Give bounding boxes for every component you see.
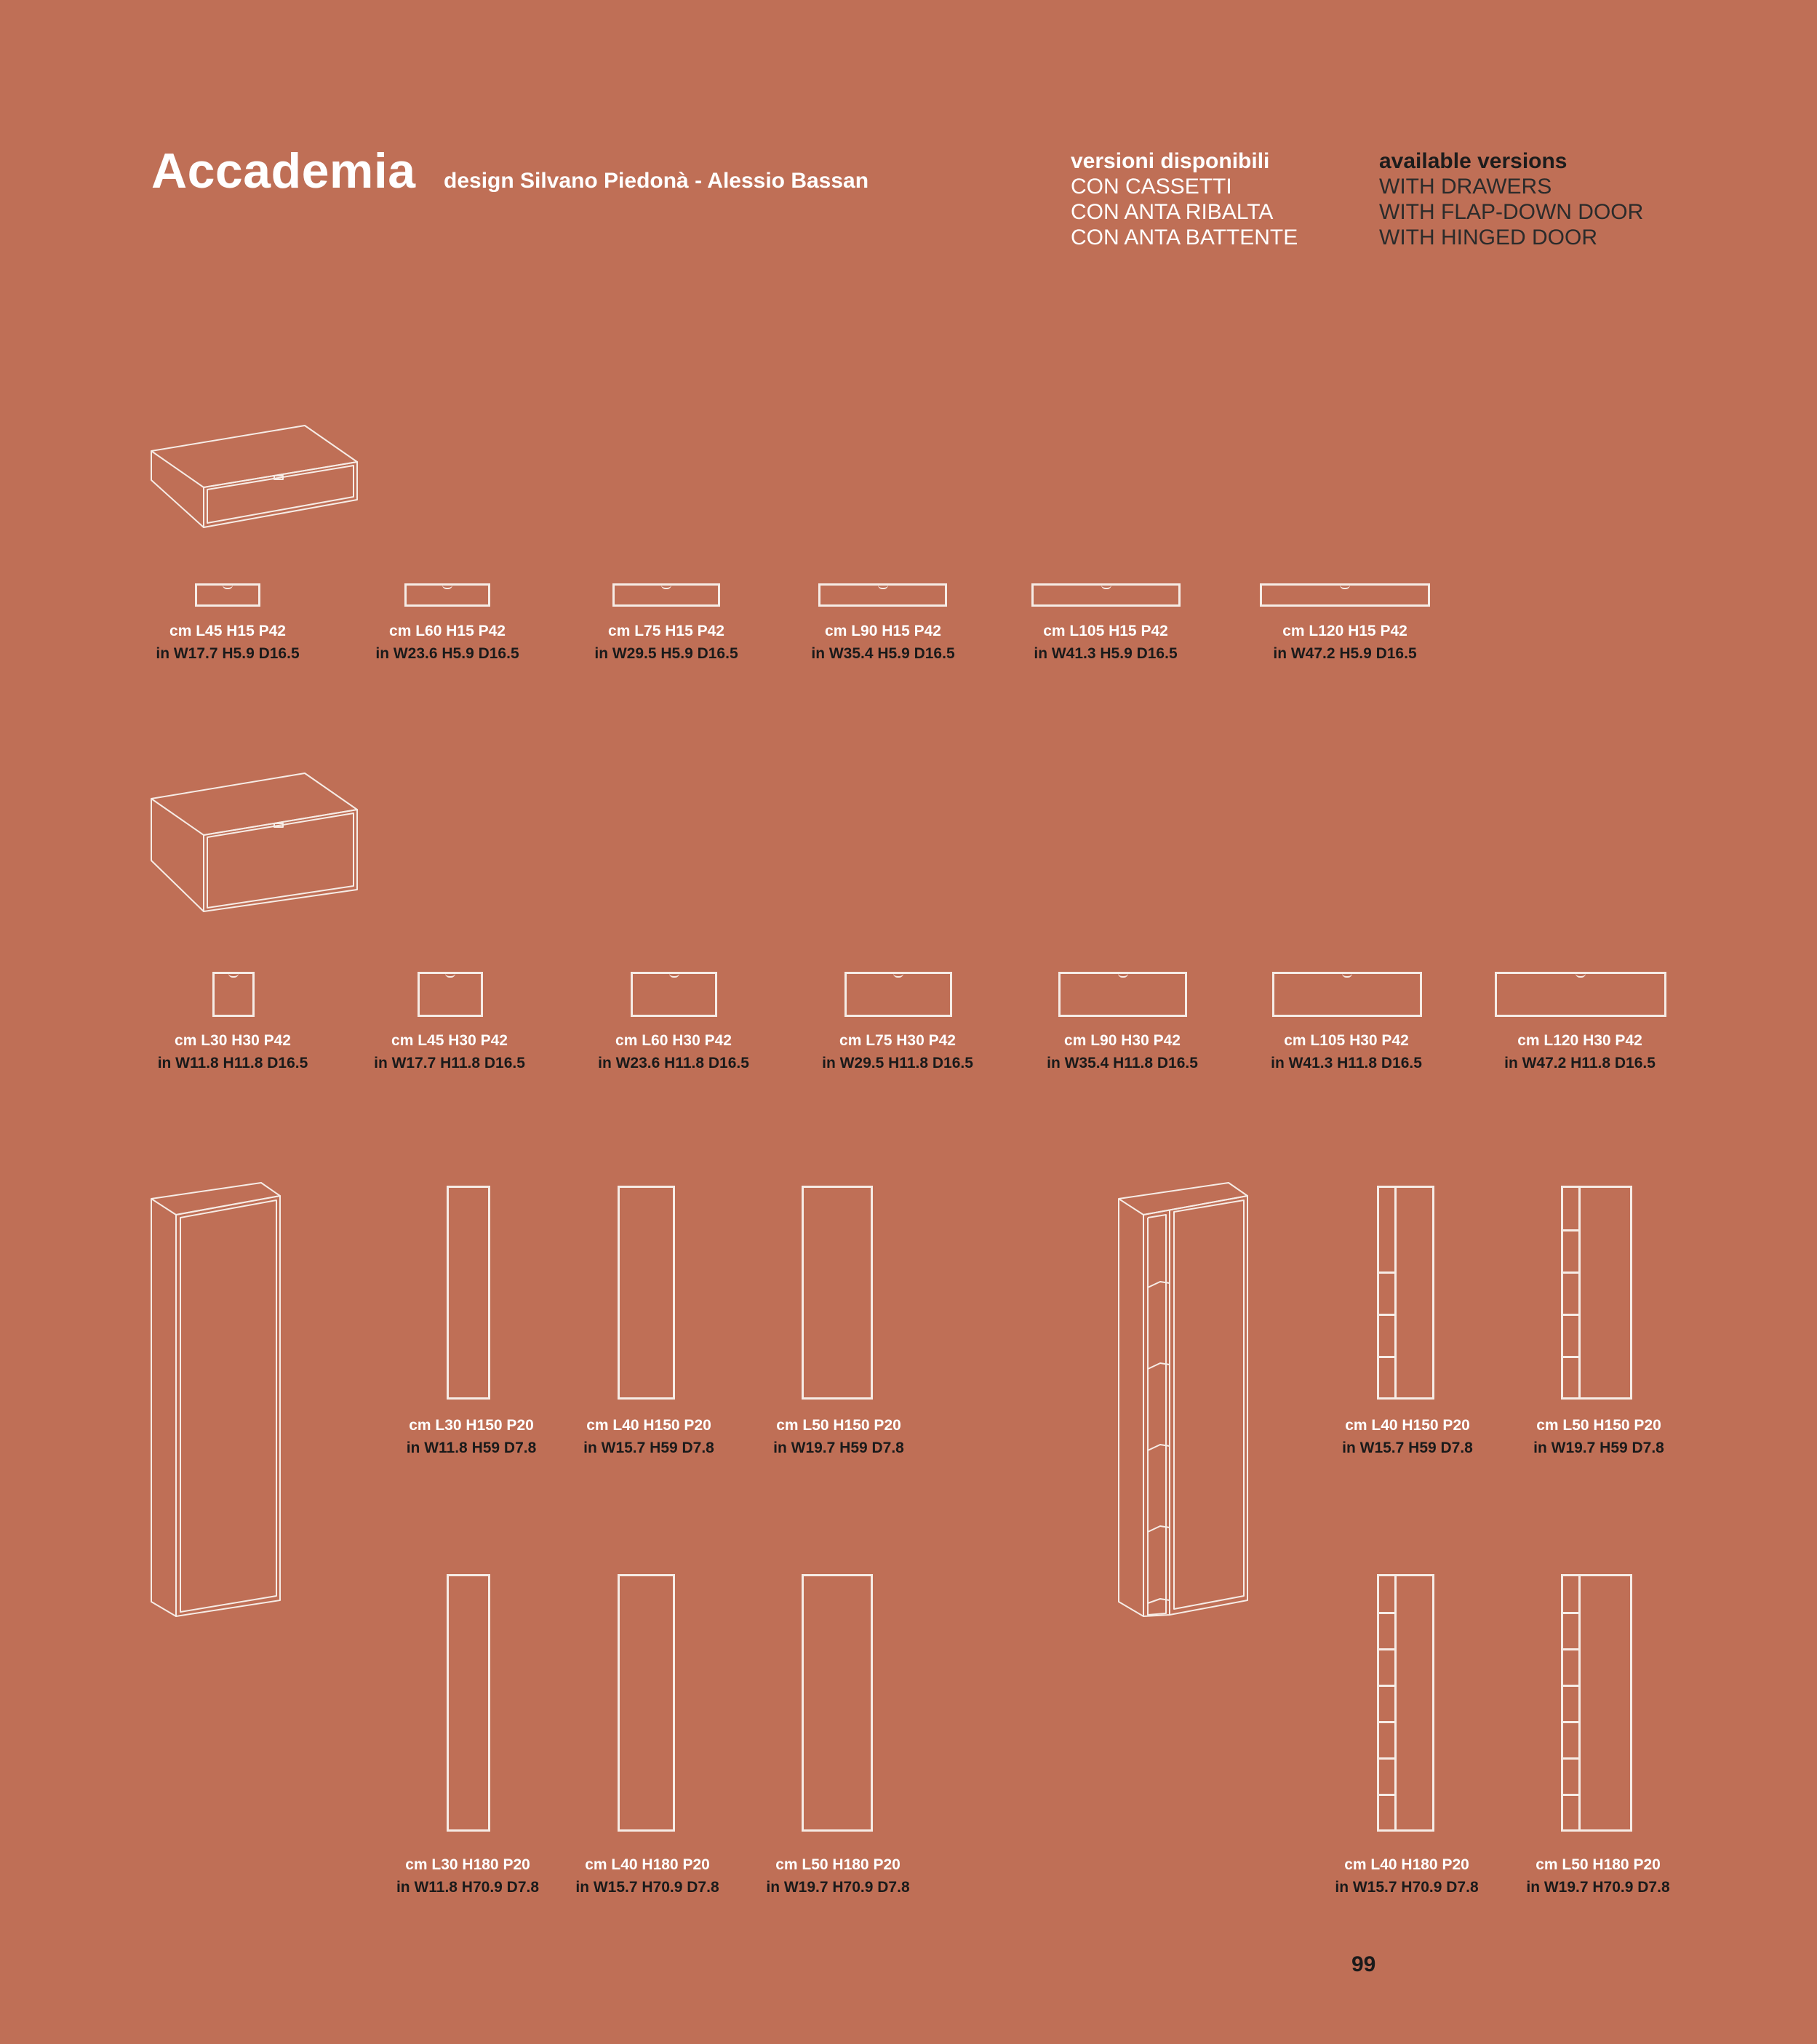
dimension-label: cm L45 H15 P42 in W17.7 H5.9 D16.5 [156, 623, 300, 662]
dimension-label: cm L40 H180 P20 in W15.7 H70.9 D7.8 [1335, 1856, 1479, 1896]
dimension-label: cm L60 H30 P42 in W23.6 H11.8 D16.5 [598, 1032, 749, 1071]
flap-front [212, 972, 255, 1017]
designer-credit: design Silvano Piedonà - Alessio Bassan [444, 169, 869, 193]
version-item: WITH HINGED DOOR [1379, 225, 1597, 249]
tall-door-front [618, 1186, 675, 1400]
shelf [1561, 1271, 1579, 1274]
flap-front [1272, 972, 1422, 1017]
page-title: Accademia [151, 143, 416, 199]
versions-english [1379, 148, 1643, 250]
shelf [1377, 1314, 1395, 1316]
dimension-label: cm L40 H150 P20 in W15.7 H59 D7.8 [1342, 1417, 1473, 1456]
shelf [1377, 1685, 1395, 1687]
shelf [1561, 1721, 1579, 1723]
dimension-label: cm L30 H30 P42 in W11.8 H11.8 D16.5 [157, 1032, 308, 1071]
dimension-label: cm L40 H150 P20 in W15.7 H59 D7.8 [583, 1417, 714, 1456]
shelf [1561, 1356, 1579, 1358]
drawer-front [404, 583, 490, 607]
version-item: CON ANTA BATTENTE [1071, 225, 1298, 249]
dimension-label: cm L40 H180 P20 in W15.7 H70.9 D7.8 [575, 1856, 719, 1896]
tall-door-front [802, 1574, 873, 1832]
shelf [1561, 1612, 1579, 1614]
dimension-label: cm L90 H30 P42 in W35.4 H11.8 D16.5 [1047, 1032, 1198, 1071]
shelf [1561, 1314, 1579, 1316]
shelf [1561, 1757, 1579, 1760]
flap-front [844, 972, 952, 1017]
dimension-label: cm L50 H150 P20 in W19.7 H59 D7.8 [1533, 1417, 1664, 1456]
shelf [1377, 1757, 1395, 1760]
dimension-label: cm L90 H15 P42 in W35.4 H5.9 D16.5 [811, 623, 955, 662]
shelf [1561, 1685, 1579, 1687]
dimension-label: cm L60 H15 P42 in W23.6 H5.9 D16.5 [375, 623, 519, 662]
shelf-unit-outline [1561, 1186, 1632, 1400]
dimension-label: cm L50 H180 P20 in W19.7 H70.9 D7.8 [766, 1856, 910, 1896]
tall-door-front [618, 1574, 675, 1832]
dimension-label: cm L50 H150 P20 in W19.7 H59 D7.8 [773, 1417, 904, 1456]
drawer-unit-perspective-drawing [149, 422, 360, 531]
dimension-label: cm L75 H15 P42 in W29.5 H5.9 D16.5 [594, 623, 738, 662]
shelf [1377, 1271, 1395, 1274]
shelf-divider [1578, 1186, 1581, 1400]
dimension-label: cm L30 H180 P20 in W11.8 H70.9 D7.8 [396, 1856, 540, 1896]
version-item: WITH FLAP-DOWN DOOR [1379, 200, 1644, 224]
dimension-label: cm L120 H15 P42 in W47.2 H5.9 D16.5 [1273, 623, 1417, 662]
versions-italian-heading: versioni disponibili [1071, 149, 1270, 173]
shelf-divider [1394, 1186, 1397, 1400]
shelf [1561, 1229, 1579, 1231]
dimension-label: cm L120 H30 P42 in W47.2 H11.8 D16.5 [1504, 1032, 1656, 1071]
version-item: WITH DRAWERS [1379, 175, 1552, 199]
drawer-front [818, 583, 947, 607]
versions-italian [1071, 148, 1298, 250]
flap-unit-perspective-drawing [149, 770, 360, 915]
shelf [1561, 1648, 1579, 1650]
flap-front [1058, 972, 1187, 1017]
drawer-front [1031, 583, 1181, 607]
flap-front [631, 972, 717, 1017]
dimension-label: cm L45 H30 P42 in W17.7 H11.8 D16.5 [374, 1032, 525, 1071]
page-number: 99 [1351, 1952, 1376, 1976]
tall-hinged-unit-perspective-drawing [149, 1180, 287, 1620]
drawer-front [195, 583, 260, 607]
shelf [1377, 1721, 1395, 1723]
shelf-unit-outline [1377, 1186, 1434, 1400]
dimension-label: cm L30 H150 P20 in W11.8 H59 D7.8 [406, 1417, 537, 1456]
dimension-label: cm L105 H30 P42 in W41.3 H11.8 D16.5 [1271, 1032, 1422, 1071]
tall-door-front [447, 1186, 490, 1400]
flap-front [418, 972, 483, 1017]
dimension-label: cm L105 H15 P42 in W41.3 H5.9 D16.5 [1034, 623, 1178, 662]
shelf [1377, 1612, 1395, 1614]
version-item: CON ANTA RIBALTA [1071, 200, 1274, 224]
shelf [1561, 1794, 1579, 1796]
shelf [1377, 1648, 1395, 1650]
flap-front [1495, 972, 1666, 1017]
drawer-front [1260, 583, 1430, 607]
versions-english-heading: available versions [1379, 149, 1568, 173]
shelf [1377, 1794, 1395, 1796]
drawer-front [612, 583, 720, 607]
tall-door-front [447, 1574, 490, 1832]
shelf [1377, 1356, 1395, 1358]
tall-shelf-unit-perspective-drawing [1117, 1180, 1255, 1620]
version-item: CON CASSETTI [1071, 175, 1232, 199]
dimension-label: cm L50 H180 P20 in W19.7 H70.9 D7.8 [1526, 1856, 1670, 1896]
tall-door-front [802, 1186, 873, 1400]
dimension-label: cm L75 H30 P42 in W29.5 H11.8 D16.5 [822, 1032, 973, 1071]
